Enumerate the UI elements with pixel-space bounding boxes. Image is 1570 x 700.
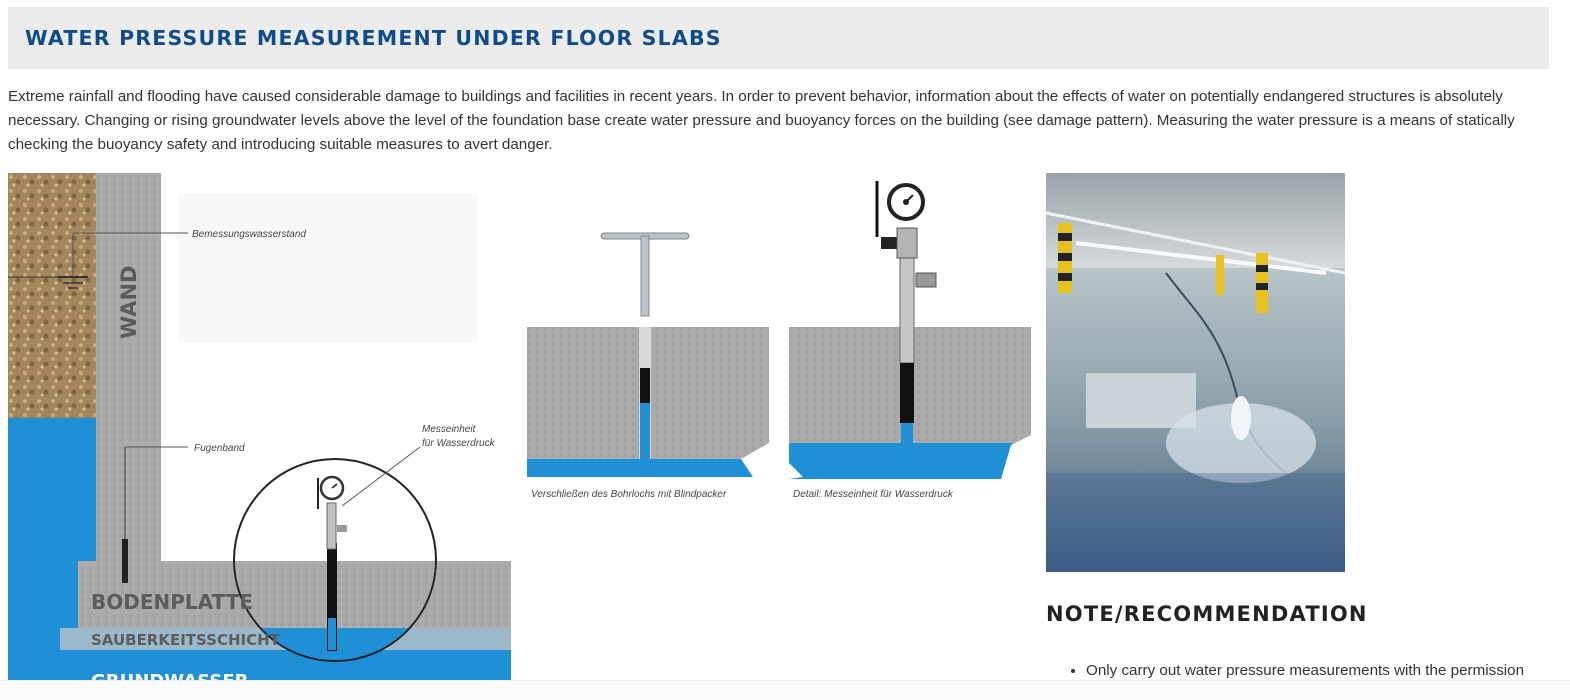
measuring-unit-label-line2: für Wasserdruck <box>422 438 495 449</box>
wall-label: WAND <box>117 265 141 339</box>
measuring-unit-label-line1: Messeinheit <box>422 424 476 435</box>
design-water-level-label: Bemessungswasserstand <box>192 229 306 240</box>
bottom-overlay <box>0 680 1570 700</box>
note-heading: NOTE/RECOMMENDATION <box>1046 602 1368 626</box>
blind-packer-caption: Verschließen des Bohrlochs mit Blindpacker <box>531 489 727 500</box>
note-item: • Only carry out water pressure measurements with the permission <box>1086 659 1556 683</box>
page-title: WATER PRESSURE MEASUREMENT UNDER FLOOR SLABS <box>25 26 722 50</box>
intro-paragraph: Extreme rainfall and flooding have caused considerable damage to buildings and facilities in recent years. In order to prevent behavior, information about the effects of water on potentially endangered structures is absolutely necessary. Changing or rising groundwater levels above the level of the foundation base create water pressure and buoyancy forces on the building (see damage pattern). Measuring the water pressure is a means of statically checking the buoyancy safety and introducing suitable measures to avert danger. <box>8 88 1515 153</box>
wall-cross-section-figure <box>8 173 511 680</box>
flooded-garage-photo <box>1046 173 1345 572</box>
joint-tape-label: Fugenband <box>194 443 245 454</box>
soil-area <box>8 173 96 418</box>
wall-shape <box>96 173 161 563</box>
blind-packer-figure <box>527 173 769 503</box>
measuring-unit-figure <box>789 173 1031 503</box>
measuring-unit-caption: Detail: Messeinheit für Wasserdruck <box>793 489 953 500</box>
blinding-layer-label: SAUBERKEITSSCHICHT <box>91 631 280 649</box>
section-header <box>8 7 1549 69</box>
floor-slab-label: BODENPLATTE <box>91 590 253 614</box>
